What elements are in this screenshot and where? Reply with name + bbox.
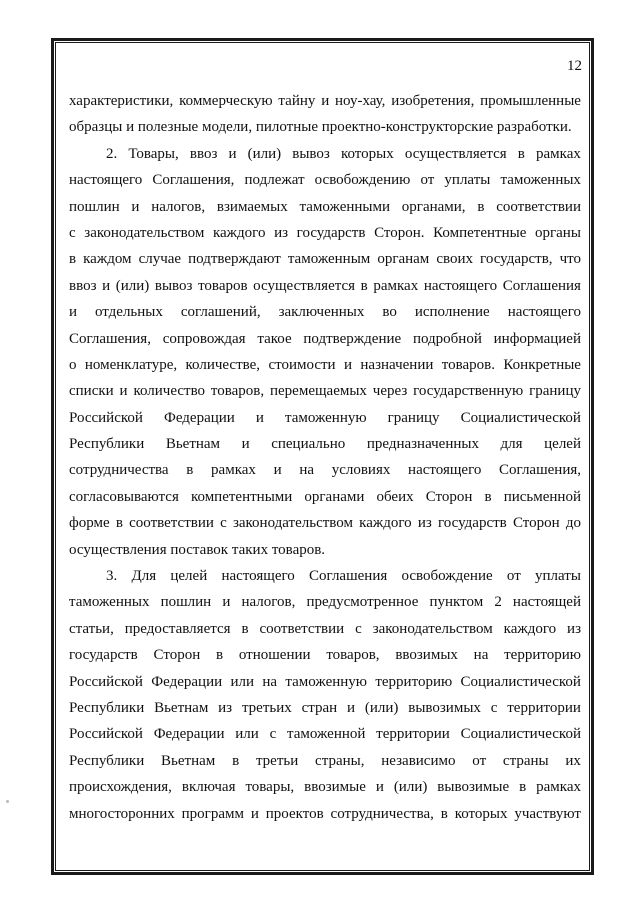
word: таможенной <box>287 726 366 743</box>
word: границу <box>387 409 440 426</box>
word: своих <box>436 251 474 268</box>
word: государств <box>296 224 366 241</box>
word: территорию <box>504 647 581 664</box>
word: Вьетнам <box>161 752 216 769</box>
word: пошлин <box>69 198 120 215</box>
word: осуществляется <box>404 145 507 162</box>
text-line <box>69 616 581 642</box>
word: государственную <box>413 383 524 400</box>
word: из <box>417 515 432 532</box>
word: вывоз <box>154 277 193 294</box>
word: для <box>500 436 523 453</box>
word: ноу-хау, <box>335 93 386 109</box>
text-line <box>69 484 581 510</box>
word: осуществления <box>69 541 167 558</box>
word: номенклатуре, <box>84 356 178 373</box>
word: освобождение <box>401 568 493 585</box>
word: отдельных <box>95 304 163 321</box>
word: такое <box>257 330 292 347</box>
text-line <box>69 114 581 140</box>
word: осуществляется <box>253 277 356 294</box>
word: Соглашения <box>309 568 388 585</box>
page-number: 12 <box>567 58 582 74</box>
word: предназначенных <box>366 436 479 453</box>
word: соответствии <box>496 198 581 215</box>
word: 2. <box>106 145 118 162</box>
word: подтверждение <box>303 330 402 347</box>
word: от <box>506 568 521 585</box>
word: Федерации <box>163 409 235 426</box>
text-line <box>69 589 581 615</box>
word: 3. <box>106 568 118 585</box>
word: Соглашения, <box>152 172 235 189</box>
word: списки <box>69 383 114 400</box>
word: в <box>69 251 77 268</box>
word: соответствии <box>259 620 345 637</box>
word: подтверждают <box>188 251 281 268</box>
word: Федерации <box>153 726 225 743</box>
text-line <box>69 326 581 352</box>
word: разработки. <box>496 119 572 136</box>
word: Российской <box>69 673 143 690</box>
text-line <box>69 220 581 246</box>
word: многосторонних <box>69 805 175 822</box>
word: включая <box>181 779 236 796</box>
word: сотрудничества, <box>330 805 434 822</box>
word: стоимости <box>268 356 336 373</box>
word: и <box>347 699 356 716</box>
word: программ <box>181 805 244 822</box>
word: происхождения, <box>69 779 172 796</box>
word: в <box>241 620 249 637</box>
word: рамках <box>536 145 581 162</box>
word: коммерческую <box>179 93 273 109</box>
text-line <box>69 774 581 800</box>
word: товаров. <box>271 541 326 558</box>
word: в <box>484 488 492 505</box>
text-line <box>69 563 581 589</box>
word: Соглашения, <box>69 330 151 347</box>
text-line <box>69 695 581 721</box>
text-line <box>69 299 581 325</box>
word: на <box>473 647 489 664</box>
word: Республики <box>69 436 145 453</box>
word: в <box>440 805 448 822</box>
word: и <box>102 277 111 294</box>
word: органы <box>534 224 581 241</box>
word: пунктом <box>429 594 484 611</box>
word: третьих <box>241 699 292 716</box>
word: каждого <box>212 224 266 241</box>
text-line <box>69 273 581 299</box>
word: уплаты <box>444 172 491 189</box>
word: количестве, <box>185 356 261 373</box>
document-body <box>69 88 581 827</box>
word: Сторон <box>425 488 473 505</box>
word: каждом <box>83 251 132 268</box>
word: в <box>232 752 240 769</box>
word: характеристики, <box>69 93 174 109</box>
text-line <box>69 431 581 457</box>
word: в <box>519 779 527 796</box>
word: (или) <box>115 277 150 294</box>
word: полезные <box>137 119 199 136</box>
word: органами <box>304 488 365 505</box>
word: проектно-конструкторские <box>321 119 494 136</box>
word: и <box>131 198 140 215</box>
text-line <box>69 642 581 668</box>
word: страны, <box>315 752 365 769</box>
text-line <box>69 141 581 167</box>
text-line <box>69 748 581 774</box>
word: страны <box>502 752 549 769</box>
word: и <box>228 145 237 162</box>
word: во <box>382 304 397 321</box>
word: или <box>230 673 255 690</box>
word: подробной <box>412 330 482 347</box>
word: Вьетнам <box>154 699 209 716</box>
word: в <box>517 145 525 162</box>
text-line <box>69 378 581 404</box>
word: Сторон. <box>374 224 425 241</box>
word: или <box>235 726 259 743</box>
word: настоящего <box>423 277 498 294</box>
word: целей <box>170 568 208 585</box>
word: ввозимых <box>395 647 458 664</box>
word: соглашений, <box>180 304 261 321</box>
word: предоставляется <box>124 620 231 637</box>
word: таможенными <box>299 198 391 215</box>
word: Социалистической <box>460 726 581 743</box>
scan-artifact <box>6 800 9 803</box>
word: Республики <box>69 752 145 769</box>
word: товаров, <box>210 383 265 400</box>
word: (или) <box>364 699 399 716</box>
word: законодательством <box>84 224 205 241</box>
word: органами, <box>401 198 466 215</box>
word: поставок <box>170 541 229 558</box>
word: специально <box>271 436 346 453</box>
word: каждого <box>503 620 557 637</box>
word: статьи, <box>69 620 114 637</box>
word: и <box>343 356 353 373</box>
word: (или) <box>393 779 428 796</box>
word: налогов, <box>151 198 206 215</box>
word: сотрудничества <box>69 462 169 479</box>
word: рамках <box>373 277 419 294</box>
word: перемещаемых <box>270 383 367 400</box>
word: ввозимые <box>304 779 366 796</box>
word: в <box>115 515 123 532</box>
text-line <box>69 669 581 695</box>
word: независимо <box>381 752 456 769</box>
word: государств <box>69 647 138 664</box>
word: отношении <box>238 647 311 664</box>
word: Соглашения <box>502 277 581 294</box>
word: настоящей <box>512 594 581 611</box>
word: на <box>299 462 315 479</box>
word: от <box>420 172 435 189</box>
word: исполнение <box>414 304 490 321</box>
word: Республики <box>69 699 145 716</box>
word: и <box>222 594 231 611</box>
word: которых <box>340 145 394 162</box>
word: форме <box>69 515 110 532</box>
word: образцы <box>69 119 123 136</box>
text-line <box>69 352 581 378</box>
text-line <box>69 405 581 431</box>
word: Конкретные <box>503 356 581 373</box>
word: таможенную <box>285 673 367 690</box>
word: условиях <box>331 462 391 479</box>
word: Социалистической <box>460 673 581 690</box>
word: третьи <box>255 752 299 769</box>
word: таможенную <box>284 409 367 426</box>
word: случае <box>138 251 182 268</box>
word: в <box>186 462 194 479</box>
word: с <box>355 620 362 637</box>
word: заключенных <box>278 304 365 321</box>
word: органам <box>377 251 430 268</box>
word: из <box>567 620 581 637</box>
word: что <box>559 251 581 268</box>
word: территории <box>507 699 581 716</box>
word: согласовываются <box>69 488 179 505</box>
word: ввоз <box>189 145 218 162</box>
word: настоящего <box>69 172 143 189</box>
word: Компетентные <box>433 224 527 241</box>
text-line <box>69 510 581 536</box>
word: пилотные <box>255 119 319 136</box>
text-line <box>69 194 581 220</box>
word: сопровождая <box>162 330 246 347</box>
word: Российской <box>69 409 143 426</box>
word: изобретения, <box>391 93 475 109</box>
word: и <box>69 304 78 321</box>
word: законодательством <box>372 620 493 637</box>
word: письменной <box>503 488 581 505</box>
word: из <box>218 699 233 716</box>
word: государств <box>438 515 507 532</box>
word: до <box>565 515 581 532</box>
word: и <box>321 93 330 109</box>
word: товаров <box>198 277 248 294</box>
word: с <box>220 515 227 532</box>
word: освобождению <box>314 172 411 189</box>
word: территорию <box>375 673 453 690</box>
word: подлежат <box>244 172 305 189</box>
word: ввоз <box>69 277 97 294</box>
word: таких <box>231 541 269 558</box>
word: территории <box>376 726 450 743</box>
text-line <box>69 801 581 827</box>
word: количество <box>133 383 206 400</box>
word: с <box>490 699 498 716</box>
word: стран <box>301 699 338 716</box>
word: Соглашения, <box>499 462 581 479</box>
word: Федерации <box>151 673 223 690</box>
text-line <box>69 246 581 272</box>
word: настоящего <box>221 568 295 585</box>
text-line <box>69 537 581 563</box>
word: таможенных <box>500 172 581 189</box>
word: обеих <box>376 488 414 505</box>
word: Социалистической <box>460 409 581 426</box>
word: уплаты <box>535 568 581 585</box>
word: вывоз <box>292 145 330 162</box>
word: каждого <box>359 515 412 532</box>
word: товаров, <box>326 647 380 664</box>
text-line <box>69 457 581 483</box>
text-line <box>69 88 581 114</box>
word: 2 <box>494 594 502 611</box>
word: пошлин <box>160 594 212 611</box>
word: промышленные <box>480 93 581 109</box>
word: Сторон <box>512 515 560 532</box>
word: из <box>274 224 289 241</box>
word: законодательством <box>232 515 353 532</box>
word: с <box>269 726 277 743</box>
word: информацией <box>493 330 581 347</box>
word: о <box>69 356 77 373</box>
word: налогов, <box>241 594 296 611</box>
word: и <box>255 409 264 426</box>
word: границу <box>529 383 581 400</box>
word: и <box>241 436 250 453</box>
word: рамках <box>536 779 581 796</box>
word: от <box>472 752 487 769</box>
word: рамках <box>211 462 256 479</box>
word: взимаемых <box>216 198 288 215</box>
word: настоящего <box>408 462 482 479</box>
word: соответствии <box>129 515 214 532</box>
word: тайну <box>278 93 316 109</box>
word: вывозимых <box>408 699 481 716</box>
word: с <box>69 224 76 241</box>
word: их <box>565 752 581 769</box>
word: и <box>126 119 135 136</box>
word: компетентными <box>190 488 293 505</box>
word: и <box>250 805 259 822</box>
word: и <box>119 383 128 400</box>
word: проектов <box>265 805 324 822</box>
word: на <box>262 673 278 690</box>
word: таможенных <box>69 594 150 611</box>
word: в <box>216 647 224 664</box>
word: Для <box>131 568 157 585</box>
word: товары, <box>245 779 295 796</box>
word: настоящего <box>507 304 581 321</box>
word: таможенным <box>287 251 371 268</box>
word: (или) <box>247 145 282 162</box>
text-line <box>69 721 581 747</box>
word: предусмотренное <box>306 594 419 611</box>
word: товаров. <box>441 356 496 373</box>
word: которых <box>454 805 508 822</box>
word: и <box>375 779 384 796</box>
word: назначении <box>360 356 434 373</box>
word: целей <box>544 436 581 453</box>
word: Вьетнам <box>165 436 221 453</box>
word: Сторон <box>153 647 201 664</box>
word: и <box>273 462 282 479</box>
word: Российской <box>69 726 143 743</box>
text-line <box>69 167 581 193</box>
word: вывозимые <box>437 779 510 796</box>
word: Товары, <box>128 145 179 162</box>
word: в <box>360 277 368 294</box>
word: в <box>477 198 485 215</box>
word: государств, <box>480 251 553 268</box>
word: модели, <box>201 119 253 136</box>
word: через <box>372 383 408 400</box>
word: участвуют <box>514 805 581 822</box>
